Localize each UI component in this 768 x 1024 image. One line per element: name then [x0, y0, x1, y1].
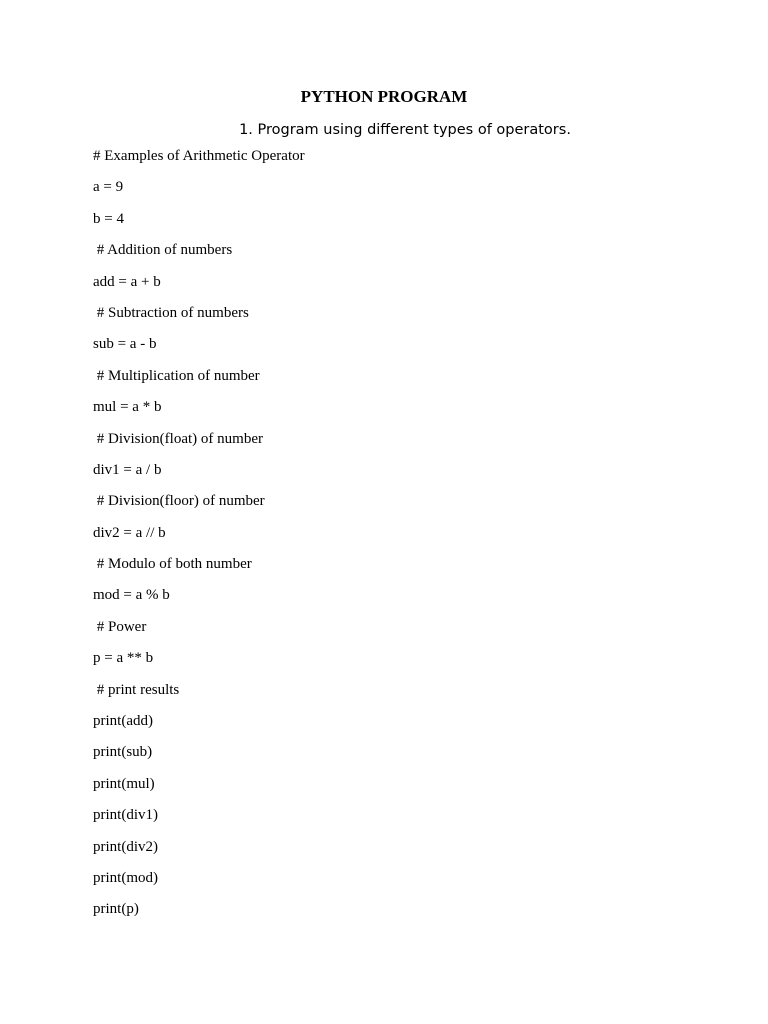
- code-line: # Modulo of both number: [93, 556, 252, 573]
- code-line: # Division(floor) of number: [93, 493, 265, 510]
- code-line: # print results: [93, 681, 180, 698]
- code-line: print(div1): [93, 807, 158, 824]
- code-line: mod = a % b: [93, 587, 170, 604]
- code-line: print(sub): [93, 744, 153, 761]
- code-line: div1 = a / b: [93, 461, 162, 478]
- document-subtitle: 1. Program using different types of operators.: [239, 122, 571, 138]
- code-line: # Subtraction of numbers: [93, 304, 249, 321]
- code-line: mul = a * b: [93, 399, 162, 416]
- code-line: div2 = a // b: [93, 524, 166, 541]
- code-listing: [93, 146, 733, 931]
- code-line: print(div2): [93, 838, 158, 855]
- code-line: # Multiplication of number: [93, 367, 260, 384]
- code-line: print(mod): [93, 869, 158, 886]
- code-line: print(p): [93, 901, 139, 918]
- code-line: # Addition of numbers: [93, 242, 233, 259]
- code-line: # Power: [93, 618, 147, 635]
- code-line: a = 9: [93, 179, 124, 196]
- code-line: add = a + b: [93, 273, 161, 290]
- document-title: PYTHON PROGRAM: [300, 87, 468, 106]
- code-line: # Examples of Arithmetic Operator: [93, 148, 305, 164]
- code-line: b = 4: [93, 210, 124, 227]
- code-line: print(add): [93, 713, 153, 730]
- code-line: sub = a - b: [93, 336, 157, 353]
- code-line: p = a ** b: [93, 650, 154, 667]
- code-line: # Division(float) of number: [93, 430, 263, 447]
- code-line: print(mul): [93, 775, 155, 792]
